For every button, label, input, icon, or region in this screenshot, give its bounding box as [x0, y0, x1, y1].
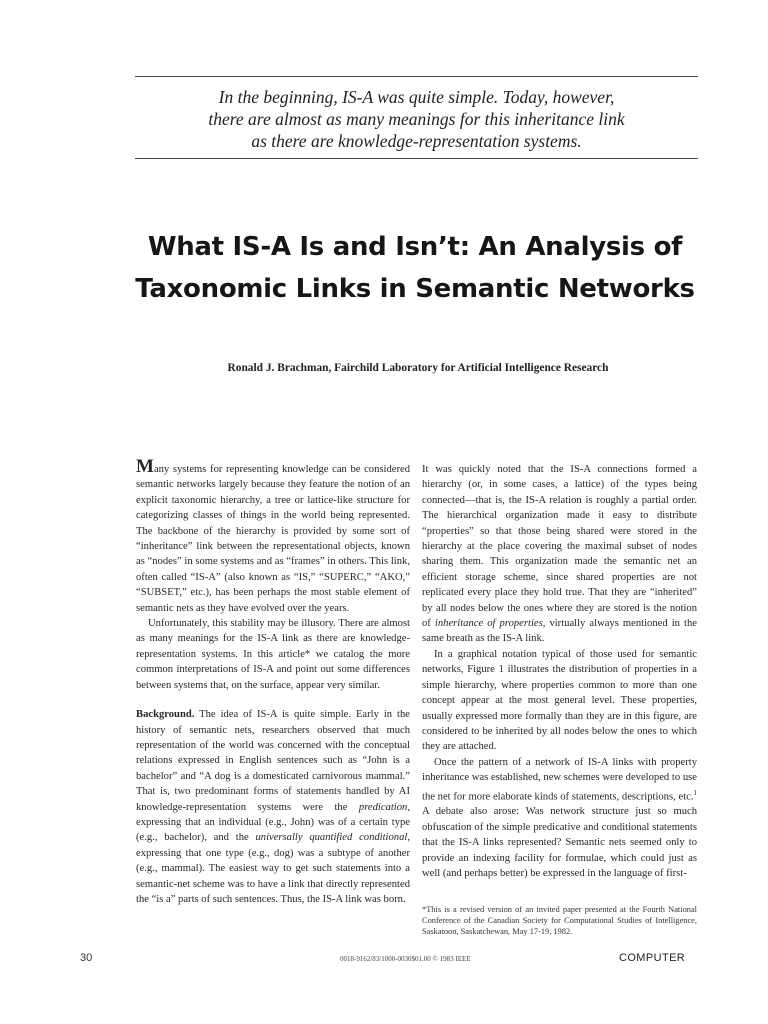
article-title	[100, 226, 730, 310]
author-byline: Ronald J. Brachman, Fairchild Laboratory for Artificial Intelligence Research	[227, 362, 609, 374]
section-heading-background: Background.	[136, 709, 195, 721]
drop-cap: M	[136, 456, 154, 477]
title-line-1: What IS-A Is and Isn’t: An Analysis of	[147, 232, 683, 262]
emphasis-term: predication	[358, 801, 408, 813]
intro-paragraph	[136, 456, 410, 616]
pull-quote-bottom-rule	[135, 158, 698, 159]
paragraph: Unfortunately, this stability may be illusory. There are almost as many meanings for the IS-A link as there are knowledge-representation systems. In this article* we catalog the more common interpretations of IS-A and point out some differences between systems that, on the surface, appear very similar.	[136, 618, 410, 691]
paragraph-text: A debate also arose: Was network structure just so much obfuscation of the simple predicative and conditional statements that the IS-A links represented? Semantic nets seemed only to provide an indexing facility for formulae, which could just as well (and perhaps better) be expressed in the language of first-	[422, 806, 697, 880]
title-line-2: Taxonomic Links in Semantic Networks	[135, 274, 695, 304]
emphasis-term: inheritance of properties	[434, 618, 543, 630]
intro-text: any systems for representing knowledge can be considered semantic networks largely because they feature the notion of an explicit taxonomic hierarchy, a tree or lattice-like structure for categorizing classes of things in the world being represented. The backbone of the hierarchy is provided by some sort of “inheritance” link between the representational objects, known as “nodes” in some systems and as “frames” in others. This link, often called “IS-A” (also known as “IS,” “SUPERC,” “AKO,” “SUBSET,” etc.), has been perhaps the most stable element of semantic nets as they have evolved over the years.	[136, 464, 410, 614]
copyright-line: 0018-9162/83/1000-0030$01.00 © 1983 IEEE	[340, 955, 471, 963]
left-column	[136, 456, 410, 907]
paragraph: In a graphical notation typical of those used for semantic networks, Figure 1 illustrates the distribution of properties in a simple hierarchy, where properties common to more than one concept appear at the most general level. These properties, usually expressed more formally than they are in this figure, are considered to be inherited by all nodes below the ones to which they are attached.	[422, 648, 697, 753]
paragraph	[422, 755, 697, 882]
pull-quote-line: there are almost as many meanings for this inheritance link	[208, 109, 625, 129]
pull-quote-line: In the beginning, IS-A was quite simple. Today, however,	[218, 87, 615, 107]
pull-quote	[135, 86, 698, 152]
emphasis-term: universally quantified conditional	[255, 832, 408, 844]
paragraph-text: The idea of IS-A is quite simple. Early in the history of semantic nets, researchers observed that much representation of the world was concerned with the conceptual relations expressed in English sentences such as “John is a bachelor” and “A dog is a domesticated carnivorous mammal.” That is, two predominant forms of statements handled by AI knowledge-representation systems were the	[136, 709, 410, 813]
paragraph-text: It was quickly noted that the IS-A connections formed a hierarchy (or, in some cases, a lattice) of the types being connected—that is, the IS-A relation is roughly a partial order. The hierarchical organization made it easy to distribute “properties” so that those being shared were stored in the hierarchy at the place covering the maximal subset of nodes sharing them. This organization made the semantic net an efficient storage scheme, since shared properties are not replicated every place they hold true. That they are “inherited” by all nodes below the ones where they are stored is the notion of	[422, 464, 697, 630]
page-number: 30	[80, 952, 93, 964]
paragraph	[422, 462, 697, 647]
footnote-reference: 1	[693, 788, 697, 797]
background-paragraph	[136, 707, 410, 907]
magazine-name: COMPUTER	[619, 952, 686, 964]
paragraph-text: , expressing that an individual (e.g., John) was of a certain type (e.g., bachelor), and the	[136, 801, 410, 844]
right-column	[422, 462, 697, 882]
paragraph-text: , virtually always mentioned in the same breath as the IS-A link.	[422, 618, 697, 645]
footnote: *This is a revised version of an invited paper presented at the Fourth National Conference of the Canadian Society for Computational Studies of Intelligence, Saskatoon, Saskatchewan, May 17-19, 1982.	[422, 905, 697, 936]
paragraph-text: Once the pattern of a network of IS-A links with property inheritance was established, new schemes were developed to use the net for more elaborate kinds of statements, descriptions, etc.	[422, 756, 697, 803]
top-rule	[135, 76, 698, 77]
paragraph-text: , expressing that one type (e.g., dog) was a subtype of another (e.g., mammal). The easiest way to get such statements into a semantic-net scheme was to have a link that directly represented the “is a” parts of such sentences. Thus, the IS-A link was born.	[136, 832, 410, 905]
pull-quote-line: as there are knowledge-representation systems.	[251, 131, 582, 151]
